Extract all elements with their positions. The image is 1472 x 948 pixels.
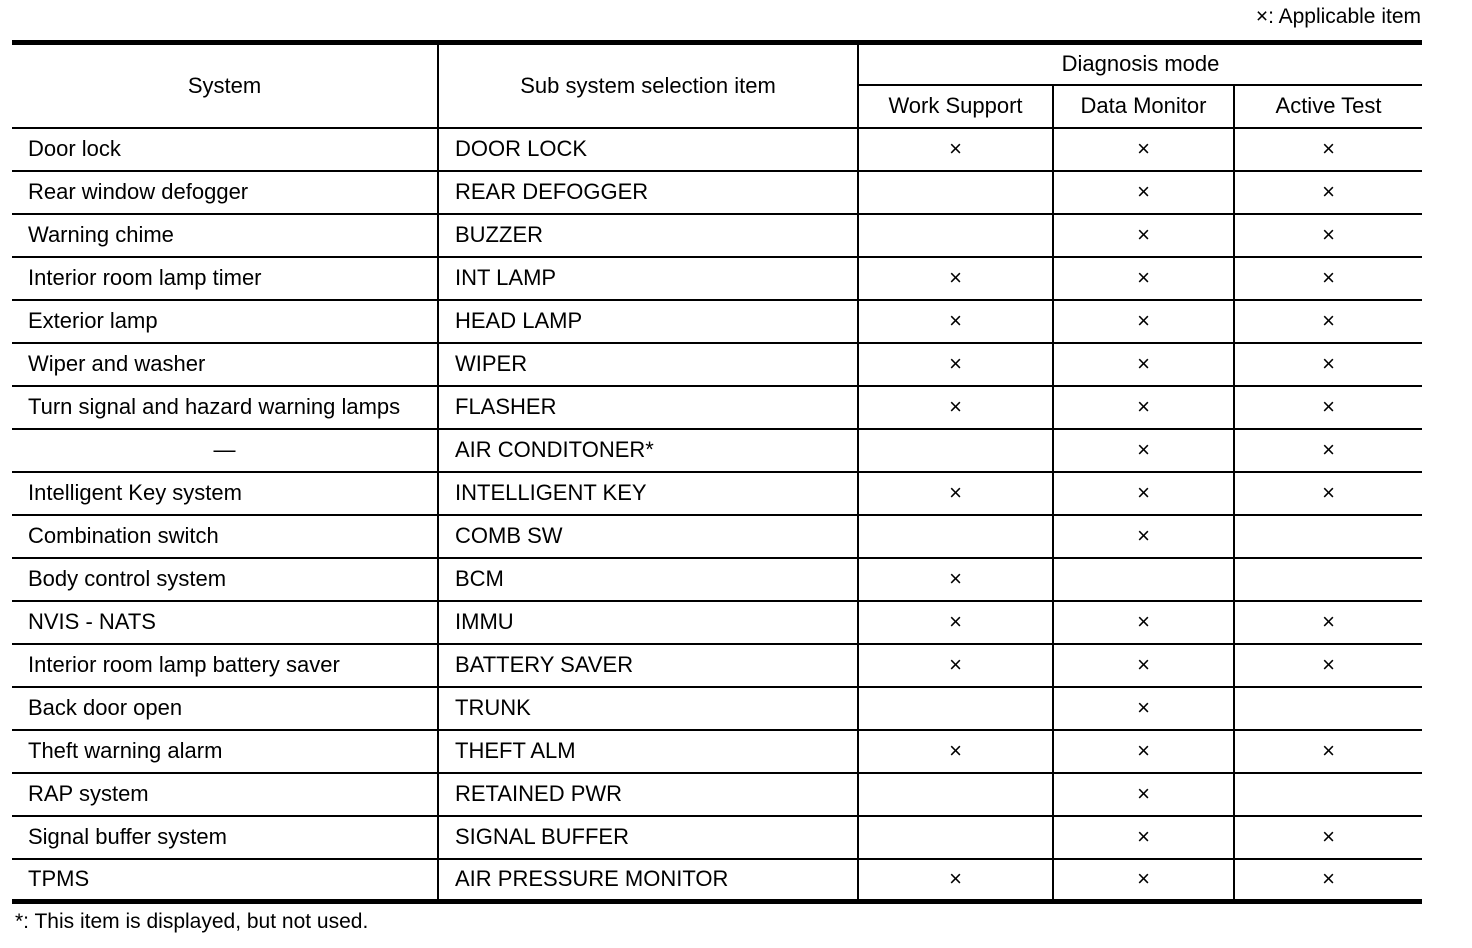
- active-test-cell: ×: [1234, 257, 1422, 300]
- system-cell: Body control system: [12, 558, 438, 601]
- footnote: *: This item is displayed, but not used.: [15, 910, 369, 933]
- sub-system-cell: IMMU: [438, 601, 858, 644]
- data-monitor-cell: ×: [1053, 214, 1234, 257]
- work-support-cell: ×: [858, 128, 1053, 171]
- work-support-cell: [858, 687, 1053, 730]
- table-row: [12, 515, 1422, 558]
- work-support-cell: [858, 773, 1053, 816]
- data-monitor-cell: ×: [1053, 300, 1234, 343]
- active-test-cell: [1234, 773, 1422, 816]
- sub-system-cell: DOOR LOCK: [438, 128, 858, 171]
- table-header: [12, 43, 1422, 128]
- sub-system-cell: AIR CONDITONER*: [438, 429, 858, 472]
- header-diagnosis-mode: Diagnosis mode: [858, 43, 1422, 85]
- sub-system-cell: THEFT ALM: [438, 730, 858, 773]
- table-row: [12, 171, 1422, 214]
- active-test-cell: [1234, 687, 1422, 730]
- data-monitor-cell: ×: [1053, 128, 1234, 171]
- system-cell: Interior room lamp battery saver: [12, 644, 438, 687]
- sub-system-cell: BATTERY SAVER: [438, 644, 858, 687]
- header-work-support: Work Support: [858, 85, 1053, 128]
- data-monitor-cell: ×: [1053, 472, 1234, 515]
- active-test-cell: ×: [1234, 730, 1422, 773]
- data-monitor-cell: ×: [1053, 687, 1234, 730]
- data-monitor-cell: ×: [1053, 644, 1234, 687]
- table-row: [12, 343, 1422, 386]
- header-sub-system: Sub system selection item: [438, 43, 858, 128]
- system-cell: Signal buffer system: [12, 816, 438, 859]
- system-cell: Warning chime: [12, 214, 438, 257]
- sub-system-cell: RETAINED PWR: [438, 773, 858, 816]
- sub-system-cell: INTELLIGENT KEY: [438, 472, 858, 515]
- data-monitor-cell: ×: [1053, 730, 1234, 773]
- table-body: [12, 128, 1422, 902]
- work-support-cell: ×: [858, 343, 1053, 386]
- table-row: [12, 128, 1422, 171]
- table-row: [12, 214, 1422, 257]
- table-row: [12, 472, 1422, 515]
- diagnosis-table: [12, 40, 1422, 904]
- sub-system-cell: BUZZER: [438, 214, 858, 257]
- table-row: [12, 816, 1422, 859]
- system-cell: Theft warning alarm: [12, 730, 438, 773]
- data-monitor-cell: ×: [1053, 515, 1234, 558]
- system-cell: Wiper and washer: [12, 343, 438, 386]
- table-row: [12, 859, 1422, 902]
- work-support-cell: [858, 171, 1053, 214]
- table-row: [12, 730, 1422, 773]
- active-test-cell: ×: [1234, 214, 1422, 257]
- legend: ×: Applicable item: [1255, 5, 1421, 28]
- work-support-cell: ×: [858, 644, 1053, 687]
- system-cell: Interior room lamp timer: [12, 257, 438, 300]
- active-test-cell: ×: [1234, 171, 1422, 214]
- data-monitor-cell: ×: [1053, 171, 1234, 214]
- sub-system-cell: FLASHER: [438, 386, 858, 429]
- system-cell: —: [12, 429, 438, 472]
- work-support-cell: ×: [858, 472, 1053, 515]
- sub-system-cell: AIR PRESSURE MONITOR: [438, 859, 858, 902]
- table-row: [12, 687, 1422, 730]
- data-monitor-cell: ×: [1053, 859, 1234, 902]
- table-row: [12, 386, 1422, 429]
- active-test-cell: ×: [1234, 128, 1422, 171]
- table-row: [12, 644, 1422, 687]
- data-monitor-cell: ×: [1053, 773, 1234, 816]
- system-cell: Rear window defogger: [12, 171, 438, 214]
- active-test-cell: ×: [1234, 859, 1422, 902]
- sub-system-cell: BCM: [438, 558, 858, 601]
- table-row: [12, 300, 1422, 343]
- work-support-cell: [858, 429, 1053, 472]
- system-cell: RAP system: [12, 773, 438, 816]
- table-row: [12, 257, 1422, 300]
- header-data-monitor: Data Monitor: [1053, 85, 1234, 128]
- system-cell: Intelligent Key system: [12, 472, 438, 515]
- system-cell: Back door open: [12, 687, 438, 730]
- active-test-cell: ×: [1234, 300, 1422, 343]
- work-support-cell: [858, 816, 1053, 859]
- active-test-cell: [1234, 515, 1422, 558]
- data-monitor-cell: [1053, 558, 1234, 601]
- table-row: [12, 773, 1422, 816]
- data-monitor-cell: ×: [1053, 257, 1234, 300]
- data-monitor-cell: ×: [1053, 601, 1234, 644]
- work-support-cell: ×: [858, 601, 1053, 644]
- data-monitor-cell: ×: [1053, 386, 1234, 429]
- work-support-cell: ×: [858, 859, 1053, 902]
- sub-system-cell: COMB SW: [438, 515, 858, 558]
- system-cell: Exterior lamp: [12, 300, 438, 343]
- system-cell: Turn signal and hazard warning lamps: [12, 386, 438, 429]
- sub-system-cell: REAR DEFOGGER: [438, 171, 858, 214]
- work-support-cell: [858, 515, 1053, 558]
- active-test-cell: ×: [1234, 429, 1422, 472]
- active-test-cell: ×: [1234, 472, 1422, 515]
- work-support-cell: ×: [858, 730, 1053, 773]
- system-cell: TPMS: [12, 859, 438, 902]
- table-row: [12, 429, 1422, 472]
- table-row: [12, 558, 1422, 601]
- sub-system-cell: HEAD LAMP: [438, 300, 858, 343]
- data-monitor-cell: ×: [1053, 343, 1234, 386]
- sub-system-cell: INT LAMP: [438, 257, 858, 300]
- system-cell: Door lock: [12, 128, 438, 171]
- active-test-cell: ×: [1234, 601, 1422, 644]
- sub-system-cell: WIPER: [438, 343, 858, 386]
- header-active-test: Active Test: [1234, 85, 1422, 128]
- work-support-cell: ×: [858, 257, 1053, 300]
- work-support-cell: ×: [858, 300, 1053, 343]
- work-support-cell: [858, 214, 1053, 257]
- work-support-cell: ×: [858, 386, 1053, 429]
- table-row: [12, 601, 1422, 644]
- header-system: System: [12, 43, 438, 128]
- system-cell: NVIS - NATS: [12, 601, 438, 644]
- data-monitor-cell: ×: [1053, 816, 1234, 859]
- data-monitor-cell: ×: [1053, 429, 1234, 472]
- active-test-cell: ×: [1234, 386, 1422, 429]
- active-test-cell: ×: [1234, 816, 1422, 859]
- active-test-cell: ×: [1234, 343, 1422, 386]
- sub-system-cell: TRUNK: [438, 687, 858, 730]
- active-test-cell: ×: [1234, 644, 1422, 687]
- work-support-cell: ×: [858, 558, 1053, 601]
- sub-system-cell: SIGNAL BUFFER: [438, 816, 858, 859]
- active-test-cell: [1234, 558, 1422, 601]
- system-cell: Combination switch: [12, 515, 438, 558]
